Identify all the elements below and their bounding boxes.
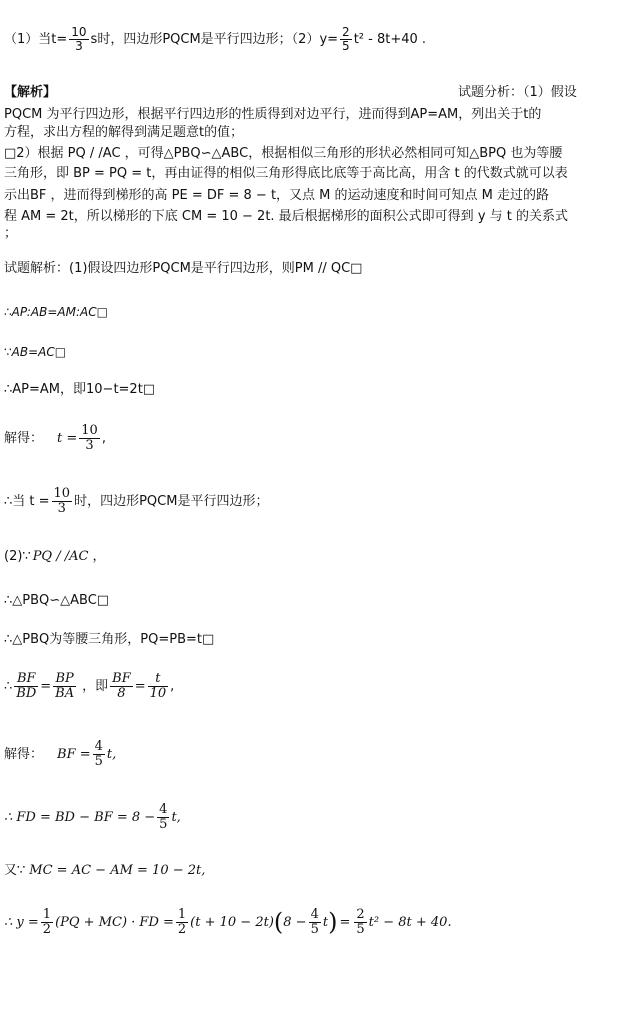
solution-step-3: ∵AB=AC□	[4, 345, 67, 359]
analysis-line: 示出BF ，进而得到梯形的高 PE = DF = 8 − t，又点 M 的运动速度和时间可知点 M 走过的路	[4, 188, 550, 203]
fraction-numerator: t	[148, 672, 169, 687]
solution-step-11	[4, 740, 116, 768]
fraction-numerator: 2	[356, 907, 365, 922]
step-text: ，	[92, 549, 106, 564]
fraction-denominator: 8	[117, 685, 126, 701]
fraction-denominator: 10	[149, 685, 167, 701]
fraction-numerator: BP	[53, 672, 76, 687]
solution-step-1: 试题解析：(1)假设四边形PQCM是平行四边形，则PM // QC□	[4, 261, 363, 276]
math-tail: t,	[106, 746, 117, 762]
fraction-one-half	[41, 908, 53, 936]
analysis-line: 三角形，即 BP = PQ = t，再由证得的相似三角形得底比底等于高比高，用含 t 的代数式就可以表	[4, 166, 568, 181]
step-text: 时，四边形PQCM是平行四边形；	[74, 493, 269, 509]
math-expression: PQ / /AC	[32, 549, 89, 564]
fraction-denominator: 5	[94, 753, 103, 769]
math-tail: ,	[101, 430, 106, 446]
solution-step-7	[4, 550, 105, 563]
analysis-line: ；	[4, 226, 18, 241]
equals-sign: =	[134, 678, 146, 694]
math-expression: (t + 10 − 2t)	[190, 914, 274, 930]
step-label: 解得：	[4, 746, 44, 762]
fraction-numerator: 10	[53, 486, 71, 501]
fraction-denominator: 3	[57, 500, 66, 516]
fraction-denominator: BA	[55, 685, 75, 701]
therefore-symbol: ∴	[4, 678, 13, 694]
solution-step-5	[4, 424, 106, 452]
left-paren: (	[273, 908, 284, 937]
math-lhs: ∴ y =	[4, 914, 39, 930]
fraction-numerator: BF	[112, 671, 131, 686]
fraction-four-fifths	[309, 908, 321, 936]
analysis-right-head: 试题分析：（1）假设	[458, 85, 577, 100]
analysis-line: 方程，求出方程的解得到满足题意t的值；	[4, 125, 244, 140]
solution-step-10	[4, 672, 174, 700]
fraction-numerator: 1	[177, 907, 187, 922]
fraction-numerator: 4	[94, 739, 103, 754]
math-expression: MC = AC − AM = 10 − 2t,	[29, 863, 206, 878]
fraction-ten-thirds	[79, 424, 100, 452]
fraction-bp-ba	[53, 672, 76, 700]
answer-t-fraction	[69, 26, 88, 52]
answer-part2-suffix: t² - 8t+40 .	[353, 31, 427, 47]
analysis-line: 程 AM = 2t，所以梯形的下底 CM = 10 − 2t. 最后根据梯形的面积公式即可得到 y 与 t 的关系式	[4, 209, 569, 224]
solution-step-13	[4, 864, 205, 877]
fraction-bf-8	[110, 672, 133, 700]
analysis-line: PQCM 为平行四边形，根据平行四边形的性质得到对边平行，进而得到AP=AM，列出关于t的	[4, 107, 542, 122]
fraction-denominator: 5	[356, 921, 365, 937]
solution-step-2: ∴AP:AB=AM:AC□	[4, 305, 108, 319]
fraction-numerator: 1	[42, 907, 52, 922]
solution-step-4: ∴AP=AM，即10−t=2t□	[4, 382, 156, 397]
math-expression: 8 −	[283, 914, 307, 930]
fraction-numerator: 2	[342, 25, 350, 39]
math-expression: t	[322, 914, 329, 930]
math-lhs: ∴ FD = BD − BF = 8 −	[4, 809, 156, 825]
answer-y-fraction	[340, 26, 352, 52]
answer-line	[4, 26, 426, 52]
analysis-title: 【解析】	[4, 85, 57, 100]
math-tail: ,	[170, 678, 175, 694]
step-label: 又∵	[4, 863, 26, 878]
fraction-ten-thirds	[52, 487, 73, 515]
math-lhs: t =	[57, 430, 78, 446]
analysis-line: □2）根据 PQ / /AC ，可得△PBQ∽△ABC，根据相似三角形的形状必然相同可知△BPQ 也为等腰	[4, 146, 563, 161]
fraction-denominator: BD	[16, 685, 37, 701]
fraction-denominator: 3	[75, 38, 83, 53]
equals-sign: =	[339, 914, 351, 930]
fraction-denominator: 2	[42, 921, 52, 937]
solution-step-14	[4, 908, 452, 936]
equals-sign: =	[40, 678, 52, 694]
math-tail: t,	[171, 809, 181, 825]
fraction-denominator: 3	[85, 437, 94, 453]
fraction-denominator: 5	[342, 38, 350, 53]
fraction-two-fifths	[354, 908, 366, 936]
solution-step-8: ∴△PBQ∽△ABC□	[4, 593, 110, 608]
fraction-bf-bd	[14, 672, 38, 700]
fraction-t-10	[148, 672, 169, 700]
math-lhs: BF =	[57, 746, 91, 762]
fraction-four-fifths	[93, 740, 105, 768]
fraction-four-fifths	[157, 803, 169, 831]
step-label: ∴当 t =	[4, 493, 50, 509]
step-text: ，即	[82, 678, 109, 694]
fraction-denominator: 2	[177, 921, 187, 937]
answer-part1-suffix: s时，四边形PQCM是平行四边形；（2）y=	[90, 31, 339, 47]
step-label: (2)∵	[4, 549, 31, 564]
fraction-one-half	[176, 908, 188, 936]
solution-step-9: ∴△PBQ为等腰三角形，PQ=PB=t□	[4, 632, 215, 647]
fraction-numerator: BF	[14, 672, 38, 687]
fraction-numerator: 4	[159, 802, 168, 817]
solution-step-6	[4, 487, 268, 515]
step-label: 解得：	[4, 430, 44, 446]
fraction-denominator: 5	[310, 921, 319, 937]
fraction-numerator: 10	[81, 423, 98, 438]
fraction-numerator: 4	[310, 907, 319, 922]
math-expression: (PQ + MC) · FD =	[55, 914, 174, 930]
right-paren: )	[328, 908, 338, 937]
fraction-numerator: 10	[71, 25, 87, 39]
solution-step-12	[4, 803, 181, 831]
answer-part1-prefix: （1）当t=	[4, 31, 68, 47]
fraction-denominator: 5	[159, 816, 168, 832]
math-tail: t² − 8t + 40.	[368, 914, 452, 930]
